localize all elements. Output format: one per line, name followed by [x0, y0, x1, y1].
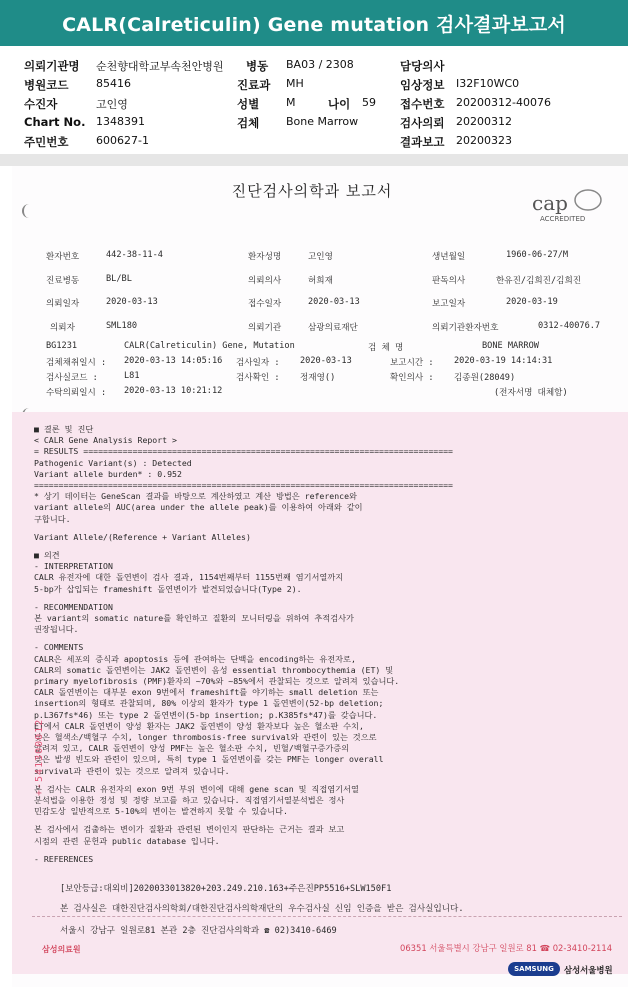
samsung-logo-text: SAMSUNG [514, 965, 554, 973]
meta-label: 검사의뢰 [400, 116, 445, 130]
punch-hole [22, 204, 34, 218]
esign-note: (전자서명 대체함) [494, 388, 568, 398]
info-value: BL/BL [106, 274, 132, 284]
time-label: 확인의사 : [390, 373, 434, 383]
time-value: 2020-03-19 14:14:31 [454, 356, 553, 366]
report-line: variant allele의 AUC(area under the allele peak)를 이용하여 아래와 같이 [34, 502, 363, 513]
report-line: 낮은 혈색소/백혈구 수치, longer thrombosis-free survival와 관련이 있는 것으로 [34, 732, 377, 742]
info-label: 판독의사 [432, 276, 466, 286]
report-line: CALR은 세포의 증식과 apoptosis 등에 관여하는 단백을 encoding하는 유전자로, [34, 653, 356, 664]
meta-value: 85416 [96, 77, 131, 90]
spec-value: BONE MARROW [482, 341, 539, 351]
report-line: 알려져 있고, CALR 돌연변이 양성 PMF는 높은 혈소판 수치, 빈혈/백혈구증가증의 [34, 743, 350, 754]
footer-accreditation: 본 검사실은 대한진단검사의학회/대한진단검사의학재단의 우수검사실 신임 인증을 받은 검사실입니다. [60, 904, 464, 914]
report-line: primary myelofibrosis (PMF)환자의 ~70%와 ~85%에서 관찰되는 것으로 알려져 있습니다. [34, 676, 400, 686]
report-line: Variant Allele/(Reference + Variant Alleles) [34, 531, 251, 542]
footer-address: 서울시 강남구 일원로81 본관 2층 진단검사의학과 ☎ 02)3410-6469 [60, 926, 337, 936]
time-label: 보고시간 : [390, 358, 434, 368]
time-value: 2020-03-13 10:21:12 [124, 386, 223, 396]
divider [0, 154, 628, 166]
info-value: SML180 [106, 321, 138, 331]
report-line: 민감도상 일반적으로 5-10%의 변이는 발견하지 못할 수 있습니다. [34, 806, 288, 817]
info-label: 접수일자 [248, 299, 282, 309]
meta-label: 진료과 [237, 78, 271, 92]
time-label: 검사일자 : [236, 358, 280, 368]
meta-value: 20200312-40076 [456, 96, 551, 109]
cap-accredited-logo [532, 186, 604, 224]
report-line: insertion의 형태로 관찰되며, 80% 이상의 환자가 type 1 돌연변이(52-bp deletion; [34, 698, 384, 709]
info-label: 진료병동 [46, 276, 80, 286]
report-line: 본 variant의 somatic nature를 확인하고 질환의 모니터링을 위하여 추적검사가 [34, 613, 354, 623]
report-line: - RECOMMENDATION [34, 601, 113, 612]
info-label: 의뢰의사 [248, 276, 282, 286]
meta-value: 600627-1 [96, 134, 149, 147]
report-line: p.L367fs*46) 또는 type 2 돌연변이(5-bp insertion; p.K385fs*47)를 갖습니다. [34, 709, 378, 720]
hospital-name: 삼성의료원 [42, 945, 81, 954]
report-line: - COMMENTS [34, 642, 84, 653]
metadata-panel [0, 46, 628, 154]
info-label: 생년월일 [432, 252, 466, 262]
report-line: ■ 의견 [34, 550, 60, 560]
report-title-bar [0, 0, 628, 46]
meta-label: 병원코드 [24, 78, 69, 92]
cap-logo-sub: ACCREDITED [540, 215, 586, 223]
meta-label: 병동 [246, 59, 269, 73]
meta-value: I32F10WC0 [456, 77, 520, 90]
report-line: 본 검사에서 검출하는 변이가 질환과 관련된 변이인지 판단하는 근거는 결과 보고 [34, 824, 345, 835]
vertical-id: +-541300012 [34, 718, 45, 796]
meta-value: 고인영 [96, 98, 128, 111]
meta-label: Chart No. [24, 115, 86, 129]
time-value: 2020-03-13 14:05:16 [124, 356, 223, 366]
info-value: 2020-03-13 [308, 297, 360, 307]
info-label: 의뢰자 [50, 323, 75, 333]
report-line: < CALR Gene Analysis Report > [34, 435, 177, 446]
report-line: 권장됩니다. [34, 624, 79, 635]
hospital-address: 06351 서울특별시 강남구 일원로 81 ☎ 02-3410-2114 [400, 943, 613, 953]
scanned-report [12, 166, 628, 987]
cap-logo-text: cap [532, 191, 568, 215]
report-line: CALR 유전자에 대한 돌연변이 검사 결과, 1154번째부터 1155번째 염기서열까지 [34, 572, 344, 583]
time-label: 검사확인 : [236, 373, 280, 383]
samsung-logo [508, 962, 560, 976]
time-value: 2020-03-13 [300, 356, 352, 366]
report-title: CALR(Calreticulin) Gene mutation 검사결과보고서 [62, 13, 566, 36]
info-value: 2020-03-19 [506, 297, 558, 307]
time-label: 검체채취일시 : [46, 358, 107, 368]
info-value: 허희재 [308, 276, 333, 286]
meta-value: BA03 / 2308 [286, 58, 354, 71]
info-label: 의뢰기관환자번호 [432, 323, 499, 333]
meta-value: 59 [362, 96, 376, 109]
meta-value: 순천향대학교부속천안병원 [96, 60, 224, 73]
meta-label: 접수번호 [400, 97, 445, 111]
report-line: - INTERPRETATION [34, 561, 113, 572]
test-name: CALR(Calreticulin) Gene, Mutation [124, 341, 295, 351]
doc-title: 진단검사의학과 보고서 [231, 182, 393, 200]
report-line: survival과 관련이 있는 것으로 알려져 있습니다. [34, 765, 230, 776]
meta-value: 1348391 [96, 115, 145, 128]
meta-label: 주민번호 [24, 135, 69, 149]
report-line: ■ 결론 및 진단 [34, 424, 94, 434]
info-label: 의뢰일자 [46, 299, 80, 309]
meta-label: 결과보고 [400, 135, 445, 149]
report-line: 본 검사는 CALR 유전자의 exon 9번 부위 변이에 대해 gene scan 및 직접염기서열 [34, 783, 359, 794]
time-value: 정재영() [300, 373, 336, 383]
report-line: CALR의 somatic 돌연변이는 JAK2 돌연변이 음성 essential thrombocythemia (ET) 및 [34, 664, 394, 675]
meta-value: MH [286, 77, 304, 90]
report-line: ===================================================================================== [34, 480, 453, 490]
report-line: 5-bp가 삽입되는 frameshift 돌연변이가 발견되었습니다(Type 2). [34, 583, 302, 594]
meta-label: 성별 [237, 97, 260, 111]
report-line: - REFERENCES [34, 853, 94, 864]
report-line: 시점의 관련 문헌과 public database 입니다. [34, 835, 220, 846]
info-value: 고인영 [308, 252, 333, 262]
report-line: Variant allele burden* : 0.952 [34, 468, 182, 479]
info-label: 환자번호 [46, 252, 80, 262]
time-value: L81 [124, 371, 140, 381]
time-label: 수탁의뢰일시 : [46, 388, 107, 398]
meta-value: Bone Marrow [286, 115, 359, 128]
report-line: = RESULTS =========================================================================== [34, 446, 453, 457]
meta-value: 20200312 [456, 115, 512, 128]
spec-label: 검 체 명 [368, 343, 404, 353]
test-code: BG1231 [46, 341, 78, 351]
report-line: 분석법을 이용한 정성 및 정량 보고를 하고 있습니다. 직접염기서열분석법은 정사 [34, 795, 345, 805]
meta-label: 나이 [328, 97, 351, 111]
info-value: 2020-03-13 [106, 297, 158, 307]
meta-label: 담당의사 [400, 59, 445, 73]
info-label: 의뢰기관 [248, 323, 282, 333]
info-value: 1960-06-27/M [506, 250, 569, 260]
meta-label: 임상정보 [400, 78, 445, 92]
time-label: 검사실코드 : [46, 373, 98, 383]
time-value: 김종원(28049) [454, 373, 516, 383]
report-line: CALR 돌연변이는 대부분 exon 9번에서 frameshift를 야기하는 small deletion 또는 [34, 687, 379, 698]
info-value: 442-38-11-4 [106, 250, 163, 260]
report-line: ET에서 CALR 돌연변이 양성 환자는 JAK2 돌연변이 양성 환자보다 높은 혈소판 수치, [34, 720, 364, 731]
info-value: 한유진/김희진/김희진 [496, 276, 582, 286]
report-line: 낮은 발생 빈도와 관련이 있으며, 특히 type 1 돌연변이를 갖는 PMF는 longer overall [34, 754, 384, 765]
footer-security: [보안등급:대외비]2020033013820+203.249.210.163+주은진PP5516+SLW150F1 [60, 884, 392, 894]
hospital-name-right: 삼성서울병원 [564, 965, 613, 975]
meta-value: 20200323 [456, 134, 512, 147]
info-label: 환자성명 [248, 252, 282, 262]
meta-label: 수진자 [24, 97, 58, 111]
report-line: 구합니다. [34, 513, 71, 524]
meta-label: 의뢰기관명 [24, 59, 80, 73]
meta-label: 검체 [237, 116, 260, 130]
info-value: 0312-40076.7 [538, 321, 601, 331]
report-line: Pathogenic Variant(s) : Detected [34, 457, 192, 468]
footer-divider [32, 916, 622, 917]
report-line: * 상기 데이터는 GeneScan 결과를 바탕으로 계산하였고 계산 방법은 reference와 [34, 491, 357, 502]
info-label: 보고일자 [432, 299, 466, 309]
info-value: 삼광의료재단 [308, 323, 358, 333]
meta-value: M [286, 96, 296, 109]
